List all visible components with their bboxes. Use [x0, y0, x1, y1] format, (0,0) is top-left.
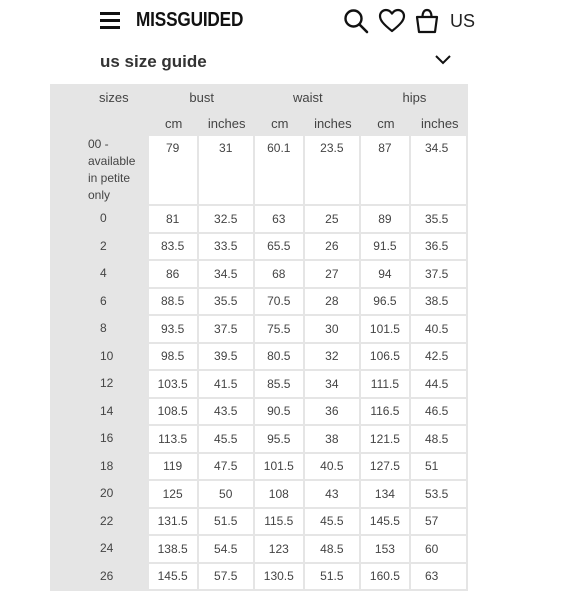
measurement-cell: 119 — [149, 454, 199, 482]
measurement-cell: 60.1 — [255, 136, 305, 206]
size-cell — [50, 136, 149, 206]
measurement-cell: 125 — [149, 481, 199, 509]
table-row — [50, 564, 468, 591]
measurement-cell: 70.5 — [255, 289, 305, 317]
measurement-cell: 37.5 — [199, 316, 255, 344]
measurement-cell: 57 — [411, 509, 468, 537]
measurement-cell: 86 — [149, 261, 199, 289]
measurement-cell: 43 — [305, 481, 361, 509]
size-guide-screen — [100, 0, 468, 580]
measurement-cell: 39.5 — [199, 344, 255, 372]
table-row — [50, 481, 468, 509]
measurement-cell: 42.5 — [411, 344, 468, 372]
header-unit: cm — [255, 110, 305, 136]
table-row — [50, 316, 468, 344]
measurement-cell: 26 — [305, 234, 361, 262]
search-icon[interactable] — [343, 8, 369, 34]
size-cell: 20 — [50, 481, 149, 509]
size-cell: 10 — [50, 344, 149, 372]
measurement-cell: 94 — [361, 261, 411, 289]
measurement-cell: 81 — [149, 206, 199, 234]
table-unit-header-row — [50, 110, 468, 136]
measurement-cell: 33.5 — [199, 234, 255, 262]
measurement-cell: 36 — [305, 399, 361, 427]
measurement-cell: 138.5 — [149, 536, 199, 564]
table-row — [50, 454, 468, 482]
measurement-cell: 60 — [411, 536, 468, 564]
header-unit: cm — [361, 110, 411, 136]
measurement-cell: 115.5 — [255, 509, 305, 537]
header-unit: inches — [199, 110, 255, 136]
measurement-cell: 153 — [361, 536, 411, 564]
measurement-cell: 101.5 — [361, 316, 411, 344]
size-cell: 16 — [50, 426, 149, 454]
measurement-cell: 134 — [361, 481, 411, 509]
header-unit: cm — [149, 110, 199, 136]
measurement-cell: 88.5 — [149, 289, 199, 317]
measurement-cell: 34.5 — [411, 136, 468, 206]
measurement-cell: 43.5 — [199, 399, 255, 427]
measurement-cell: 57.5 — [199, 564, 255, 591]
site-header — [100, 0, 468, 44]
measurement-cell: 51 — [411, 454, 468, 482]
table-row — [50, 206, 468, 234]
measurement-cell: 116.5 — [361, 399, 411, 427]
measurement-cell: 32.5 — [199, 206, 255, 234]
measurement-cell: 87 — [361, 136, 411, 206]
measurement-cell: 23.5 — [305, 136, 361, 206]
measurement-cell: 101.5 — [255, 454, 305, 482]
size-cell: 14 — [50, 399, 149, 427]
size-cell-line: in petite — [88, 170, 149, 187]
size-cell: 0 — [50, 206, 149, 234]
measurement-cell: 48.5 — [305, 536, 361, 564]
header-unit-empty — [50, 110, 149, 136]
measurement-cell: 35.5 — [411, 206, 468, 234]
header-hips: hips — [361, 84, 468, 110]
measurement-cell: 68 — [255, 261, 305, 289]
measurement-cell: 111.5 — [361, 371, 411, 399]
size-cell: 6 — [50, 289, 149, 317]
measurement-cell: 75.5 — [255, 316, 305, 344]
measurement-cell: 50 — [199, 481, 255, 509]
measurement-cell: 121.5 — [361, 426, 411, 454]
header-unit: inches — [411, 110, 468, 136]
table-row — [50, 399, 468, 427]
size-table — [50, 84, 468, 591]
measurement-cell: 40.5 — [305, 454, 361, 482]
measurement-cell: 131.5 — [149, 509, 199, 537]
measurement-cell: 44.5 — [411, 371, 468, 399]
size-cell: 4 — [50, 261, 149, 289]
table-row — [50, 234, 468, 262]
measurement-cell: 53.5 — [411, 481, 468, 509]
measurement-cell: 80.5 — [255, 344, 305, 372]
measurement-cell: 113.5 — [149, 426, 199, 454]
measurement-cell: 65.5 — [255, 234, 305, 262]
measurement-cell: 89 — [361, 206, 411, 234]
measurement-cell: 91.5 — [361, 234, 411, 262]
table-row — [50, 426, 468, 454]
heart-icon[interactable] — [379, 8, 405, 34]
measurement-cell: 145.5 — [149, 564, 199, 591]
measurement-cell: 90.5 — [255, 399, 305, 427]
measurement-cell: 45.5 — [305, 509, 361, 537]
table-row — [50, 344, 468, 372]
measurement-cell: 38.5 — [411, 289, 468, 317]
header-unit: inches — [305, 110, 361, 136]
measurement-cell: 63 — [255, 206, 305, 234]
measurement-cell: 130.5 — [255, 564, 305, 591]
measurement-cell: 41.5 — [199, 371, 255, 399]
measurement-cell: 85.5 — [255, 371, 305, 399]
measurement-cell: 27 — [305, 261, 361, 289]
measurement-cell: 54.5 — [199, 536, 255, 564]
measurement-cell: 103.5 — [149, 371, 199, 399]
measurement-cell: 108 — [255, 481, 305, 509]
table-row — [50, 261, 468, 289]
brand-logo[interactable]: MISSGUIDED — [136, 9, 243, 32]
table-row — [50, 136, 468, 206]
table-group-header-row — [50, 84, 468, 110]
measurement-cell: 83.5 — [149, 234, 199, 262]
measurement-cell: 51.5 — [199, 509, 255, 537]
measurement-cell: 96.5 — [361, 289, 411, 317]
measurement-cell: 145.5 — [361, 509, 411, 537]
measurement-cell: 51.5 — [305, 564, 361, 591]
measurement-cell: 95.5 — [255, 426, 305, 454]
size-cell-line: 00 - — [88, 136, 149, 153]
menu-icon[interactable] — [100, 12, 120, 30]
size-cell: 12 — [50, 371, 149, 399]
measurement-cell: 25 — [305, 206, 361, 234]
measurement-cell: 40.5 — [411, 316, 468, 344]
table-row — [50, 371, 468, 399]
measurement-cell: 127.5 — [361, 454, 411, 482]
size-cell: 2 — [50, 234, 149, 262]
measurement-cell: 45.5 — [199, 426, 255, 454]
measurement-cell: 31 — [199, 136, 255, 206]
measurement-cell: 38 — [305, 426, 361, 454]
chevron-down-icon[interactable] — [435, 54, 451, 66]
table-row — [50, 289, 468, 317]
measurement-cell: 48.5 — [411, 426, 468, 454]
measurement-cell: 35.5 — [199, 289, 255, 317]
country-selector[interactable]: US — [450, 11, 475, 32]
measurement-cell: 93.5 — [149, 316, 199, 344]
bag-icon[interactable] — [414, 8, 440, 34]
measurement-cell: 34 — [305, 371, 361, 399]
table-row — [50, 509, 468, 537]
measurement-cell: 32 — [305, 344, 361, 372]
header-waist: waist — [255, 84, 361, 110]
table-row — [50, 536, 468, 564]
measurement-cell: 46.5 — [411, 399, 468, 427]
measurement-cell: 98.5 — [149, 344, 199, 372]
size-guide-title: us size guide — [100, 52, 207, 72]
size-table-container — [50, 84, 468, 591]
size-cell: 18 — [50, 454, 149, 482]
size-guide-toggle[interactable] — [100, 46, 468, 78]
size-cell: 22 — [50, 509, 149, 537]
measurement-cell: 30 — [305, 316, 361, 344]
size-cell: 24 — [50, 536, 149, 564]
header-sizes: sizes — [50, 84, 149, 110]
measurement-cell: 36.5 — [411, 234, 468, 262]
header-bust: bust — [149, 84, 255, 110]
measurement-cell: 106.5 — [361, 344, 411, 372]
size-cell-line: available — [88, 153, 149, 170]
size-cell: 8 — [50, 316, 149, 344]
measurement-cell: 34.5 — [199, 261, 255, 289]
size-cell: 26 — [50, 564, 149, 591]
measurement-cell: 160.5 — [361, 564, 411, 591]
measurement-cell: 123 — [255, 536, 305, 564]
measurement-cell: 47.5 — [199, 454, 255, 482]
measurement-cell: 63 — [411, 564, 468, 591]
measurement-cell: 28 — [305, 289, 361, 317]
measurement-cell: 79 — [149, 136, 199, 206]
measurement-cell: 37.5 — [411, 261, 468, 289]
size-cell-line: only — [88, 187, 149, 204]
measurement-cell: 108.5 — [149, 399, 199, 427]
size-table-body — [50, 136, 468, 591]
